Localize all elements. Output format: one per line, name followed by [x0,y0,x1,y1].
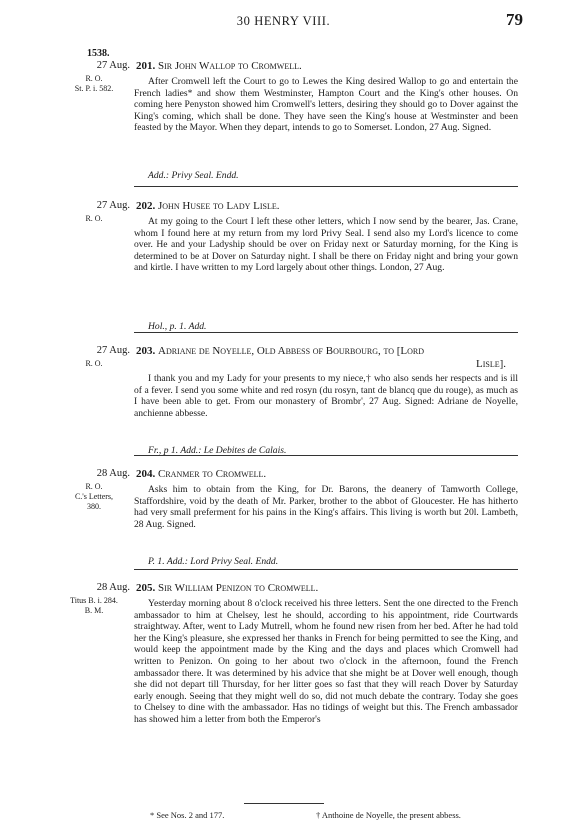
year-marker: 1538. [87,48,110,59]
entry-title: Cranmer to Cromwell. [158,468,267,480]
entry-divider [134,569,518,570]
entry-title: Adriane de Noyelle, Old Abbess of Bourbourg, to [Lord [158,345,425,357]
entry-heading [136,582,318,594]
entry-divider [134,455,518,456]
entry-date: 27 Aug. [96,345,130,356]
entry-source: 380. [87,502,101,511]
entry-source: R. O. [85,214,103,223]
entry-heading [136,468,266,480]
entry-source: Titus B. i. 284. [70,596,118,605]
entry-number: 201. [136,60,156,72]
entry-text: At my going to the Court I left these other letters, which I now send by the bearer, Jas. Crane, whom I found here at my return from my lord Privy Seal. I send also my Lord's licence to come over. He and your Ladyship should be over on Friday next or Saturday morning, for the King is determined to be at Dover on Saturday night. I shall be there on Friday night and bring your gown and kirtle. I have written to my Lord largely about other things. London, 27 Aug. [134,216,518,274]
entry-divider [134,186,518,187]
entry-heading [136,200,279,212]
entry-source: St. P. i. 582. [74,84,114,93]
entry-date: 27 Aug. [96,60,130,71]
entry-source: B. M. [84,606,104,615]
footnote-rule [244,803,324,804]
entry-source: R. O. [85,74,103,83]
entry-heading [136,345,424,357]
entry-text: I thank you and my Lady for your presents to my niece,† who also sends her respects and is ill of a fever. I send you some white and red rosyn (du rosyn, tant de blancq que du rouge), as much as I have been able to get. From our monastery of Brombr', 27 Aug. Signed: Adriane de Noyelle, anchienne abbesse. [134,373,518,419]
entry-title: Sir William Penizon to Cromwell. [158,582,319,594]
page-number: 79 [506,10,523,29]
entry-number: 204. [136,468,156,480]
page-header [0,10,567,34]
entry-divider [134,332,518,333]
entry-number: 203. [136,345,156,357]
entry-source: R. O. [85,359,103,368]
entry-additional: Hol., p. 1. Add. [148,321,207,332]
entry-additional: Fr., p 1. Add.: Le Debites de Calais. [148,445,287,456]
entry-heading [136,60,302,72]
entry-text: After Cromwell left the Court to go to Lewes the King desired Wallop to go and entertain the French ladies* and show them Westminster, Hampton Court and the King's other houses. On coming here Penyston showed him Cromwell's letters, desiring they should go to Dover against the King's coming, which shall be done. They have seen the King's house at Westminster and been feasted by the Mayor. When they depart, intends to go to Somerset. London, 27 Aug. Signed. [134,76,518,134]
entry-source: C.'s Letters, [74,492,114,501]
entry-date: 27 Aug. [96,200,130,211]
running-title: 30 HENRY VIII. [236,14,331,28]
entry-title-continuation: Lisle]. [476,358,507,370]
entry-source: R. O. [85,482,103,491]
entry-additional: Add.: Privy Seal. Endd. [148,170,239,181]
entry-number: 202. [136,200,156,212]
footnote: * See Nos. 2 and 177. [150,810,225,820]
entry-additional: P. 1. Add.: Lord Privy Seal. Endd. [148,556,279,567]
entry-text: Yesterday morning about 8 o'clock received his three letters. Sent the one directed to the French ambassador to him at Chelsey, lest he should, according to his appointment, ride Courtwards straightway. After, went to Lady Mutrell, whom he found new risen from her bed. After he had told her the King's pleasure, she expressed her thanks in French for being permitted to see the King, and would keep the appointment made by the King and the days and places which Cromwell had written to Penizon. On going to her about two o'clock in the afternoon, found the French ambassador there. It was determined by his advice that she might be at Dover well enough, though she did not depart till Thursday, for her litter goes so fast that they will reach Dover by Saturday early enough. Seeing that they might well do so, did not much debate the contrary. Today she goes to Chelsey to dine with the ambassador. Has no tidings of weight but this. The French ambassador has showed him a letter from both the Emperor's [134,598,518,725]
entry-text: Asks him to obtain from the King, for Dr. Barons, the deanery of Tamworth College, Staffordshire, void by the death of Mr. Parker, brother to the abbot of Gloucester. He has hitherto had very small preferment for his pains in the King's affairs. This living is worth but 20l. Lambeth, 28 Aug. Signed. [134,484,518,530]
entry-title: John Husee to Lady Lisle. [158,200,280,212]
entry-title: Sir John Wallop to Cromwell. [158,60,302,72]
entry-date: 28 Aug. [96,582,130,593]
entry-number: 205. [136,582,156,594]
entry-date: 28 Aug. [96,468,130,479]
footnote: † Anthoine de Noyelle, the present abbess. [316,810,461,820]
